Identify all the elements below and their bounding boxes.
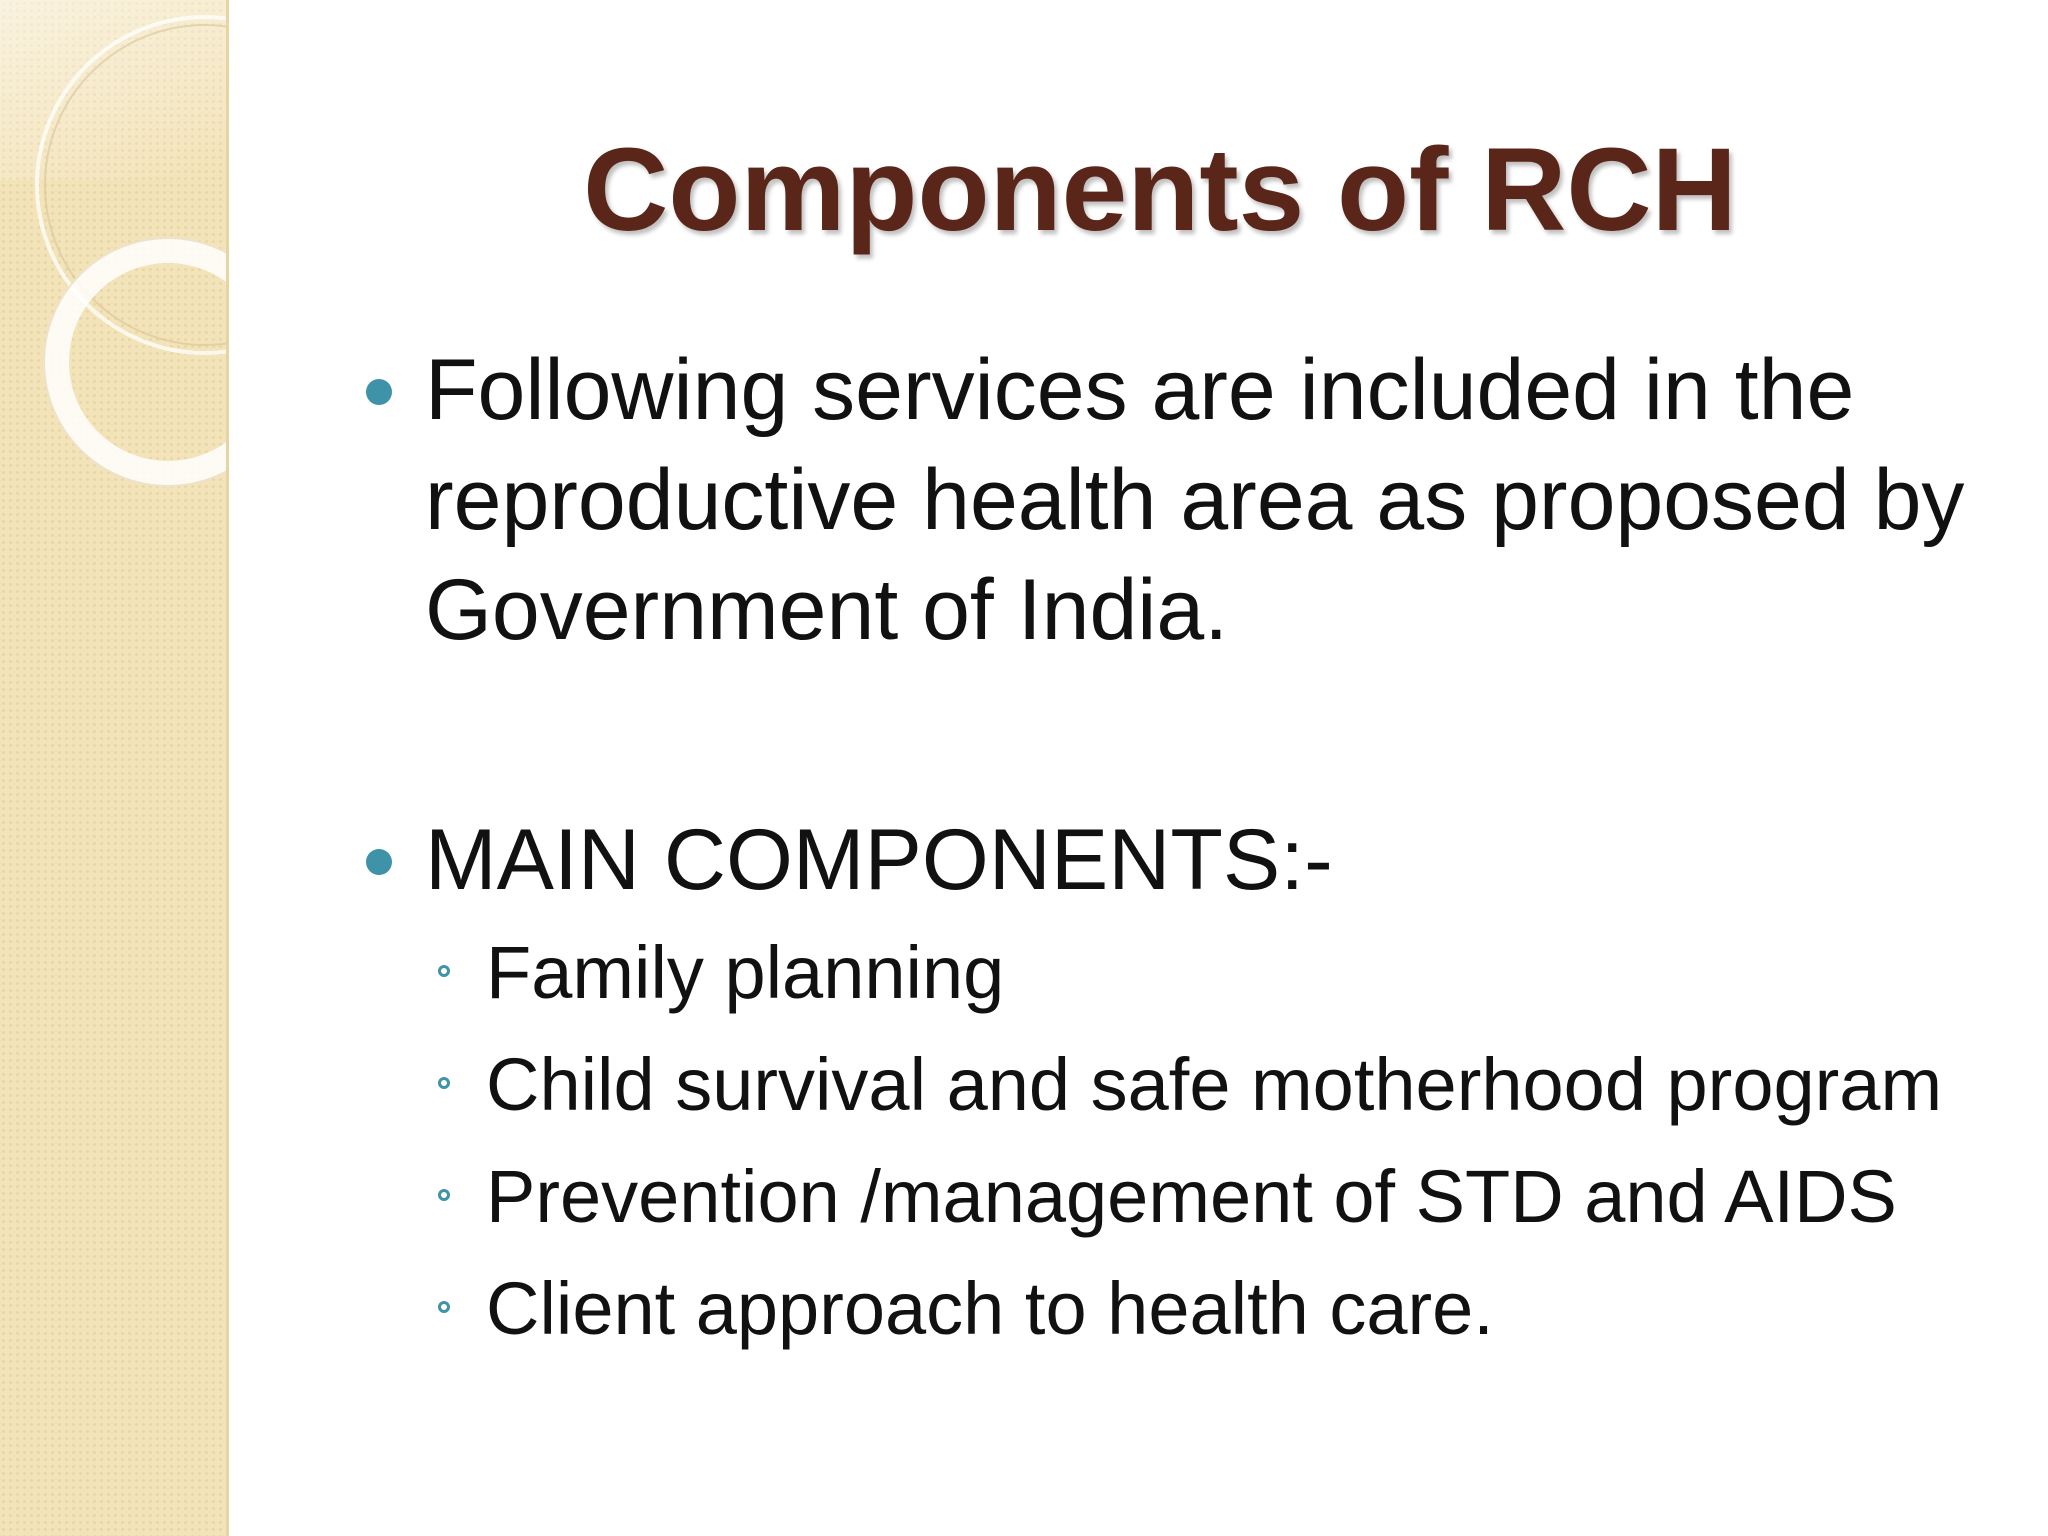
- bullet-ring-icon: [438, 1189, 450, 1201]
- sub-bullet-text: Prevention /management of STD and AIDS: [486, 1155, 1897, 1238]
- bullet-intro-text: Following services are included in the reproductive health area as proposed by Government of India.: [425, 342, 1965, 658]
- sub-bullet-text: Child survival and safe motherhood program: [486, 1043, 1943, 1126]
- bullet-main-components-text: MAIN COMPONENTS:-: [425, 812, 1333, 908]
- decorative-side-panel: [0, 0, 229, 1536]
- sub-bullet-item: [360, 1259, 2000, 1359]
- bullet-ring-icon: [438, 1077, 450, 1089]
- bullet-intro: [360, 335, 2000, 665]
- bullet-dot-icon: [366, 379, 392, 405]
- sub-bullet-item: [360, 1035, 2000, 1135]
- sub-bullet-text: Family planning: [486, 931, 1005, 1014]
- decorative-rings-icon: [0, 0, 226, 520]
- bullet-ring-icon: [438, 965, 450, 977]
- slide-title: Components of RCH: [583, 124, 1737, 256]
- sub-bullet-text: Client approach to health care.: [486, 1267, 1494, 1350]
- bullet-dot-icon: [366, 849, 392, 875]
- bullet-main-components: [360, 805, 2000, 915]
- slide-content: [360, 335, 2000, 1371]
- sub-bullet-item: [360, 923, 2000, 1023]
- sub-bullet-list: [360, 923, 2000, 1359]
- sub-bullet-item: [360, 1147, 2000, 1247]
- bullet-ring-icon: [438, 1301, 450, 1313]
